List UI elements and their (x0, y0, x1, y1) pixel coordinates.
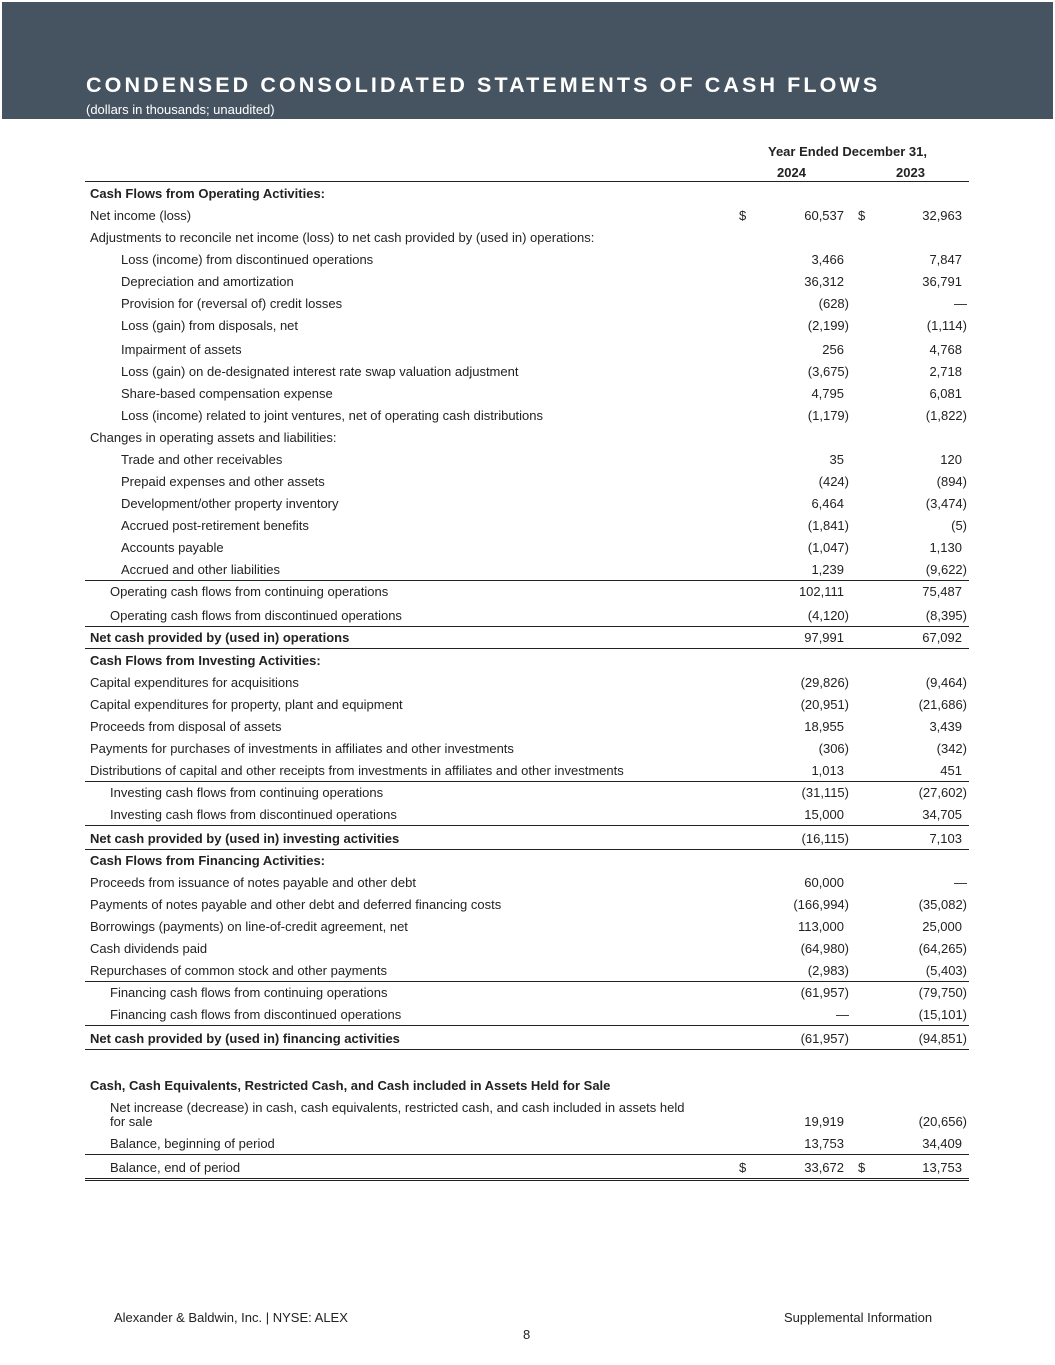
total-row (85, 1029, 969, 1050)
row-label: Share-based compensation expense (121, 386, 333, 401)
value-2024: (1,841) (807, 518, 849, 533)
value-2023: 36,791 (922, 274, 962, 289)
column-2023: 2023 (896, 165, 925, 180)
row-label: Repurchases of common stock and other payments (90, 963, 387, 978)
value-2024: 19,919 (804, 1114, 844, 1129)
total-row (85, 628, 969, 649)
row-label: Cash Flows from Investing Activities: (90, 653, 321, 668)
value-2024: 18,955 (804, 719, 844, 734)
value-2023: 32,963 (922, 208, 962, 223)
currency-symbol: $ (858, 1160, 866, 1175)
value-2024: 3,466 (811, 252, 844, 267)
value-2024: 15,000 (804, 807, 844, 822)
value-2024: (20,951) (800, 697, 849, 712)
table-row (85, 406, 969, 426)
row-label: Development/other property inventory (121, 496, 339, 511)
subtotal-row (85, 983, 969, 1003)
row-label: Loss (gain) on de-designated interest rate swap valuation adjustment (121, 364, 519, 379)
row-label: Financing cash flows from continuing operations (110, 985, 388, 1000)
table-row (85, 494, 969, 514)
value-2023: (1,822) (925, 408, 967, 423)
row-label: Accounts payable (121, 540, 224, 555)
subtotal-row (85, 606, 969, 627)
column-2024: 2024 (777, 165, 806, 180)
table-row (85, 272, 969, 292)
period-header: Year Ended December 31, (768, 144, 927, 159)
value-2024: 4,795 (811, 386, 844, 401)
value-2024: (4,120) (807, 608, 849, 623)
value-2024: (2,199) (807, 318, 849, 333)
value-2023: (342) (936, 741, 967, 756)
value-2023: — (954, 296, 967, 311)
row-label: Cash dividends paid (90, 941, 208, 956)
table-row (85, 316, 969, 336)
value-2023: 120 (940, 452, 962, 467)
table-row (85, 206, 969, 226)
row-label-line1: Net increase (decrease) in cash, cash equivalents, restricted cash, and cash included in assets held (110, 1100, 685, 1115)
table-row (85, 895, 969, 915)
row-label: Operating cash flows from continuing operations (110, 584, 389, 599)
value-2023: (20,656) (918, 1114, 967, 1129)
value-2023: 67,092 (922, 630, 962, 645)
value-2024: (29,826) (800, 675, 849, 690)
table-row (85, 961, 969, 982)
row-label: Trade and other receivables (121, 452, 283, 467)
page-subtitle: (dollars in thousands; unaudited) (86, 102, 275, 117)
table-row (85, 516, 969, 536)
value-2023: 75,487 (922, 584, 962, 599)
value-2024: 6,464 (811, 496, 844, 511)
table-row (85, 538, 969, 558)
row-label: Investing cash flows from continuing operations (110, 785, 384, 800)
value-2023: (94,851) (918, 1031, 967, 1046)
row-label: Net cash provided by (used in) financing activities (90, 1031, 400, 1046)
row-label: Cash Flows from Operating Activities: (90, 186, 326, 201)
row-label: Proceeds from issuance of notes payable and other debt (90, 875, 416, 890)
value-2023: 13,753 (922, 1160, 962, 1175)
value-2024: 1,239 (811, 562, 844, 577)
value-2023: — (954, 875, 967, 890)
section-cash-balances (85, 1076, 969, 1096)
value-2024: — (836, 1007, 849, 1022)
table-row (85, 939, 969, 959)
value-2023: 25,000 (922, 919, 962, 934)
page-number: 8 (523, 1327, 531, 1342)
subtotal-row (85, 1005, 969, 1026)
row-label: Capital expenditures for acquisitions (90, 675, 299, 690)
subtotal-row (85, 582, 969, 602)
value-2023: 2,718 (929, 364, 962, 379)
row-label: Proceeds from disposal of assets (90, 719, 282, 734)
table-row (85, 917, 969, 937)
value-2024: (61,957) (800, 985, 849, 1000)
value-2023: (5) (951, 518, 967, 533)
table-row (85, 362, 969, 382)
row-label: Net cash provided by (used in) investing activities (90, 831, 400, 846)
row-label-line2: for sale (110, 1114, 153, 1129)
value-2023: 451 (940, 763, 962, 778)
value-2024: 102,111 (798, 584, 844, 599)
grand-total-row (85, 1158, 969, 1181)
value-2024: (2,983) (807, 963, 849, 978)
value-2023: (64,265) (918, 941, 967, 956)
row-label: Loss (income) from discontinued operations (121, 252, 374, 267)
value-2023: (1,114) (926, 318, 967, 333)
footer-section: Supplemental Information (784, 1310, 933, 1325)
value-2023: (3,474) (925, 496, 967, 511)
table-row (85, 717, 969, 737)
value-2024: (31,115) (801, 785, 849, 800)
value-2023: 1,130 (929, 540, 962, 555)
value-2024: (61,957) (800, 1031, 849, 1046)
row-label: Loss (income) related to joint ventures, net of operating cash distributions (121, 408, 544, 423)
row-label: Balance, end of period (110, 1160, 241, 1175)
table-row (85, 873, 969, 893)
row-label: Adjustments to reconcile net income (loss) to net cash provided by (used in) operations: (90, 230, 595, 245)
section-investing (85, 651, 969, 671)
section-operating (85, 184, 969, 204)
table-row (85, 1101, 969, 1135)
subtotal-row (85, 783, 969, 803)
value-2024: 113,000 (797, 919, 844, 934)
value-2024: 97,991 (804, 630, 844, 645)
currency-symbol: $ (739, 208, 747, 223)
row-label: Net income (loss) (90, 208, 192, 223)
value-2023: (35,082) (918, 897, 967, 912)
row-label: Payments of notes payable and other debt and deferred financing costs (90, 897, 502, 912)
currency-symbol: $ (739, 1160, 747, 1175)
row-label: Payments for purchases of investments in affiliates and other investments (90, 741, 514, 756)
value-2024: 1,013 (811, 763, 844, 778)
row-label: Depreciation and amortization (121, 274, 294, 289)
row-label: Operating cash flows from discontinued operations (110, 608, 402, 623)
currency-symbol: $ (858, 208, 866, 223)
value-2024: (628) (818, 296, 849, 311)
table-row (85, 340, 969, 360)
row-label: Impairment of assets (121, 342, 242, 357)
table-row (85, 472, 969, 492)
row-label: Provision for (reversal of) credit losses (121, 296, 343, 311)
table-row (85, 294, 969, 314)
header-rule (85, 181, 969, 182)
table-row (85, 739, 969, 759)
page-title: CONDENSED CONSOLIDATED STATEMENTS OF CASH FLOWS (86, 73, 881, 97)
row-label: Accrued and other liabilities (121, 562, 280, 577)
table-row (85, 450, 969, 470)
value-2024: (306) (818, 741, 849, 756)
value-2023: (9,622) (925, 562, 967, 577)
value-2023: (21,686) (918, 697, 967, 712)
value-2023: (8,395) (925, 608, 967, 623)
table-row (85, 1134, 969, 1155)
value-2023: (27,602) (918, 785, 967, 800)
row-label: Net cash provided by (used in) operations (90, 630, 350, 645)
table-row (85, 384, 969, 404)
table-row (85, 228, 969, 248)
row-label: Cash, Cash Equivalents, Restricted Cash, and Cash included in Assets Held for Sale (90, 1078, 611, 1093)
value-2023: (894) (936, 474, 967, 489)
value-2024: (1,047) (807, 540, 849, 555)
value-2023: 6,081 (929, 386, 962, 401)
value-2023: (15,101) (918, 1007, 967, 1022)
subtotal-row (85, 805, 969, 826)
table-row (85, 560, 969, 581)
row-label: Balance, beginning of period (110, 1136, 275, 1151)
section-financing (85, 851, 969, 871)
value-2023: 34,409 (922, 1136, 962, 1151)
value-2023: 34,705 (922, 807, 962, 822)
table-row (85, 673, 969, 693)
value-2023: 4,768 (929, 342, 962, 357)
row-label: Borrowings (payments) on line-of-credit agreement, net (90, 919, 408, 934)
value-2024: (1,179) (807, 408, 849, 423)
value-2023: (9,464) (925, 675, 967, 690)
value-2024: 13,753 (804, 1136, 844, 1151)
value-2023: 3,439 (929, 719, 962, 734)
footer-company: Alexander & Baldwin, Inc. | NYSE: ALEX (114, 1310, 348, 1325)
value-2024: 256 (822, 342, 844, 357)
value-2024: (64,980) (800, 941, 849, 956)
value-2024: 36,312 (804, 274, 844, 289)
row-label: Changes in operating assets and liabilities: (90, 430, 337, 445)
table-row (85, 428, 969, 448)
value-2024: (16,115) (801, 831, 849, 846)
value-2024: (3,675) (807, 364, 849, 379)
total-row (85, 829, 969, 850)
row-label: Accrued post-retirement benefits (121, 518, 309, 533)
value-2023: (79,750) (918, 985, 967, 1000)
value-2023: (5,403) (925, 963, 967, 978)
row-label: Capital expenditures for property, plant and equipment (90, 697, 403, 712)
value-2024: (166,994) (793, 897, 849, 912)
value-2024: 33,672 (804, 1160, 844, 1175)
row-label: Investing cash flows from discontinued operations (110, 807, 397, 822)
row-label: Cash Flows from Financing Activities: (90, 853, 325, 868)
value-2023: 7,103 (929, 831, 962, 846)
value-2024: 60,000 (804, 875, 844, 890)
value-2023: 7,847 (929, 252, 962, 267)
value-2024: (424) (818, 474, 849, 489)
row-label: Financing cash flows from discontinued operations (110, 1007, 402, 1022)
table-row (85, 250, 969, 270)
table-row (85, 695, 969, 715)
row-label: Loss (gain) from disposals, net (121, 318, 299, 333)
table-row (85, 761, 969, 782)
row-label: Distributions of capital and other receipts from investments in affiliates and other investments (90, 763, 624, 778)
row-label: Prepaid expenses and other assets (121, 474, 325, 489)
value-2024: 60,537 (804, 208, 844, 223)
header-banner (2, 2, 1053, 119)
value-2024: 35 (829, 452, 844, 467)
row-label (110, 1101, 684, 1129)
